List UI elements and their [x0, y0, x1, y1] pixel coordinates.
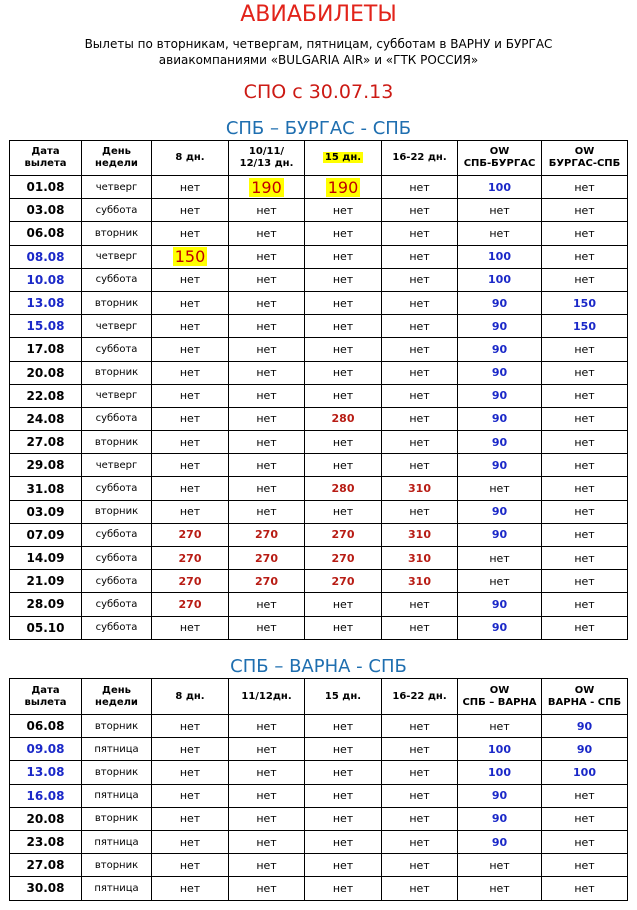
price-15-days: нет	[305, 199, 382, 222]
header-ow-outbound: OW СПБ – ВАРНА	[458, 679, 542, 715]
price-10-13-days: нет	[229, 500, 305, 523]
ow-return-price: 100	[542, 761, 628, 784]
ow-outbound-price: нет	[458, 877, 542, 900]
ow-outbound-price: 90	[458, 361, 542, 384]
header-date: Дата вылета	[10, 679, 82, 715]
ow-return-price: нет	[542, 593, 628, 616]
price-10-13-days: нет	[229, 338, 305, 361]
ow-outbound-price: 90	[458, 616, 542, 639]
date-cell: 21.09	[10, 570, 82, 593]
table-row	[10, 361, 628, 384]
date-cell: 14.09	[10, 547, 82, 570]
weekday-cell: суббота	[82, 523, 152, 546]
table-row	[10, 523, 628, 546]
date-cell: 06.08	[10, 222, 82, 245]
ow-outbound-price: 100	[458, 268, 542, 291]
date-cell: 22.08	[10, 384, 82, 407]
ow-outbound-price: 90	[458, 830, 542, 853]
weekday-cell: четверг	[82, 315, 152, 338]
price-10-13-days: нет	[229, 407, 305, 430]
price-8-days: нет	[152, 715, 229, 738]
price-16-22-days: нет	[382, 176, 458, 199]
price-8-days: нет	[152, 338, 229, 361]
weekday-cell: суббота	[82, 616, 152, 639]
price-15-days: нет	[305, 807, 382, 830]
ow-return-price: нет	[542, 245, 628, 268]
price-8-days: нет	[152, 222, 229, 245]
price-16-22-days: нет	[382, 407, 458, 430]
price-8-days: нет	[152, 616, 229, 639]
price-16-22-days: нет	[382, 315, 458, 338]
price-10-13-days: нет	[229, 761, 305, 784]
price-16-22-days: 310	[382, 570, 458, 593]
price-8-days: нет	[152, 807, 229, 830]
ow-return-price: нет	[542, 570, 628, 593]
ow-outbound-price: нет	[458, 570, 542, 593]
price-8-days: 150	[152, 245, 229, 268]
price-16-22-days: нет	[382, 384, 458, 407]
price-16-22-days: нет	[382, 361, 458, 384]
ow-outbound-price: 90	[458, 291, 542, 314]
price-15-days: нет	[305, 361, 382, 384]
date-cell: 27.08	[10, 854, 82, 877]
date-cell: 09.08	[10, 738, 82, 761]
header-date: Дата вылета	[10, 141, 82, 176]
price-8-days: нет	[152, 877, 229, 900]
date-cell: 15.08	[10, 315, 82, 338]
price-8-days: нет	[152, 407, 229, 430]
header-weekday: День недели	[82, 141, 152, 176]
price-10-13-days: нет	[229, 222, 305, 245]
weekday-cell: суббота	[82, 593, 152, 616]
table-row	[10, 291, 628, 314]
date-cell: 20.08	[10, 361, 82, 384]
ow-return-price: нет	[542, 361, 628, 384]
ow-outbound-price: 90	[458, 454, 542, 477]
page-title: АВИАБИЛЕТЫ	[240, 2, 397, 27]
date-cell: 03.08	[10, 199, 82, 222]
header-8-days: 8 дн.	[152, 679, 229, 715]
header-16-22-days: 16-22 дн.	[382, 679, 458, 715]
header-weekday: День недели	[82, 679, 152, 715]
weekday-cell: четверг	[82, 176, 152, 199]
weekday-cell: пятница	[82, 738, 152, 761]
price-8-days: 270	[152, 570, 229, 593]
ow-return-price: нет	[542, 807, 628, 830]
price-16-22-days: нет	[382, 830, 458, 853]
price-8-days: 270	[152, 593, 229, 616]
date-cell: 27.08	[10, 431, 82, 454]
ow-return-price: 90	[542, 738, 628, 761]
price-15-days: нет	[305, 784, 382, 807]
price-16-22-days: 310	[382, 477, 458, 500]
ow-return-price: нет	[542, 454, 628, 477]
weekday-cell: вторник	[82, 361, 152, 384]
price-15-days: нет	[305, 830, 382, 853]
date-cell: 01.08	[10, 176, 82, 199]
price-16-22-days: нет	[382, 738, 458, 761]
table-row	[10, 477, 628, 500]
price-10-13-days: нет	[229, 715, 305, 738]
date-cell: 29.08	[10, 454, 82, 477]
ow-return-price: нет	[542, 477, 628, 500]
price-15-days: нет	[305, 761, 382, 784]
varna-route-title: СПБ – ВАРНА - СПБ	[230, 656, 407, 677]
price-10-13-days: нет	[229, 477, 305, 500]
ow-outbound-price: 90	[458, 523, 542, 546]
weekday-cell: суббота	[82, 477, 152, 500]
header-10-13-days: 10/11/ 12/13 дн.	[229, 141, 305, 176]
price-15-days: нет	[305, 616, 382, 639]
table-row	[10, 807, 628, 830]
weekday-cell: вторник	[82, 854, 152, 877]
weekday-cell: суббота	[82, 338, 152, 361]
weekday-cell: вторник	[82, 291, 152, 314]
price-16-22-days: нет	[382, 807, 458, 830]
date-cell: 17.08	[10, 338, 82, 361]
price-8-days: нет	[152, 176, 229, 199]
price-10-13-days: нет	[229, 245, 305, 268]
price-8-days: нет	[152, 315, 229, 338]
ow-return-price: 150	[542, 291, 628, 314]
price-8-days: нет	[152, 761, 229, 784]
price-15-days: 190	[305, 176, 382, 199]
price-15-days: нет	[305, 738, 382, 761]
price-8-days: нет	[152, 830, 229, 853]
subtitle-line-2: авиакомпаниями «BULGARIA AIR» и «ГТК РОССИЯ»	[158, 53, 479, 67]
weekday-cell: суббота	[82, 268, 152, 291]
burgas-header-row	[10, 141, 628, 176]
price-8-days: нет	[152, 199, 229, 222]
weekday-cell: четверг	[82, 384, 152, 407]
ow-outbound-price: 100	[458, 738, 542, 761]
price-8-days: нет	[152, 500, 229, 523]
table-row	[10, 547, 628, 570]
price-10-13-days: нет	[229, 830, 305, 853]
ow-outbound-price: 100	[458, 761, 542, 784]
price-8-days: 270	[152, 523, 229, 546]
ow-outbound-price: 90	[458, 384, 542, 407]
date-cell: 06.08	[10, 715, 82, 738]
price-8-days: 270	[152, 547, 229, 570]
price-10-13-days: 270	[229, 547, 305, 570]
weekday-cell: пятница	[82, 784, 152, 807]
ow-return-price: нет	[542, 854, 628, 877]
table-row	[10, 384, 628, 407]
ow-outbound-price: 90	[458, 784, 542, 807]
table-row	[10, 315, 628, 338]
price-16-22-days: нет	[382, 454, 458, 477]
price-10-13-days: нет	[229, 877, 305, 900]
table-row	[10, 176, 628, 199]
ow-outbound-price: 100	[458, 176, 542, 199]
ow-outbound-price: 100	[458, 245, 542, 268]
date-cell: 08.08	[10, 245, 82, 268]
price-8-days: нет	[152, 431, 229, 454]
ow-return-price: нет	[542, 523, 628, 546]
table-row	[10, 222, 628, 245]
price-10-13-days: нет	[229, 361, 305, 384]
date-cell: 20.08	[10, 807, 82, 830]
header-11-12-days: 11/12дн.	[229, 679, 305, 715]
table-row	[10, 500, 628, 523]
header-ow-return: OW ВАРНА - СПБ	[542, 679, 628, 715]
date-cell: 03.09	[10, 500, 82, 523]
weekday-cell: четверг	[82, 245, 152, 268]
price-15-days: нет	[305, 315, 382, 338]
price-15-days: нет	[305, 431, 382, 454]
price-16-22-days: нет	[382, 268, 458, 291]
price-15-days: нет	[305, 268, 382, 291]
price-8-days: нет	[152, 291, 229, 314]
price-15-days: нет	[305, 500, 382, 523]
ow-return-price: нет	[542, 199, 628, 222]
price-16-22-days: 310	[382, 547, 458, 570]
table-row	[10, 431, 628, 454]
price-10-13-days: нет	[229, 291, 305, 314]
price-15-days: нет	[305, 715, 382, 738]
subtitle-line-1: Вылеты по вторникам, четвергам, пятницам, субботам в ВАРНУ и БУРГАС	[84, 37, 553, 51]
table-row	[10, 268, 628, 291]
price-15-days: нет	[305, 338, 382, 361]
price-10-13-days: нет	[229, 384, 305, 407]
price-10-13-days: нет	[229, 784, 305, 807]
table-row	[10, 245, 628, 268]
price-8-days: нет	[152, 361, 229, 384]
price-15-days: 270	[305, 523, 382, 546]
price-10-13-days: нет	[229, 738, 305, 761]
weekday-cell: вторник	[82, 431, 152, 454]
price-16-22-days: нет	[382, 784, 458, 807]
weekday-cell: суббота	[82, 199, 152, 222]
date-cell: 13.08	[10, 761, 82, 784]
price-10-13-days: 270	[229, 523, 305, 546]
table-row	[10, 830, 628, 853]
price-10-13-days: нет	[229, 454, 305, 477]
price-15-days: нет	[305, 877, 382, 900]
price-16-22-days: нет	[382, 222, 458, 245]
weekday-cell: пятница	[82, 830, 152, 853]
burgas-route-title: СПБ – БУРГАС - СПБ	[225, 118, 412, 139]
date-cell: 05.10	[10, 616, 82, 639]
ow-return-price: нет	[542, 338, 628, 361]
price-10-13-days: 190	[229, 176, 305, 199]
price-8-days: нет	[152, 477, 229, 500]
price-10-13-days: нет	[229, 315, 305, 338]
price-10-13-days: нет	[229, 854, 305, 877]
ow-return-price: нет	[542, 384, 628, 407]
ow-return-price: нет	[542, 500, 628, 523]
ow-outbound-price: 90	[458, 338, 542, 361]
table-row	[10, 877, 628, 900]
price-8-days: нет	[152, 738, 229, 761]
ow-return-price: нет	[542, 616, 628, 639]
table-row	[10, 199, 628, 222]
table-row	[10, 407, 628, 430]
header-8-days: 8 дн.	[152, 141, 229, 176]
table-row	[10, 593, 628, 616]
weekday-cell: суббота	[82, 407, 152, 430]
price-8-days: нет	[152, 784, 229, 807]
ow-return-price: нет	[542, 431, 628, 454]
price-15-days: 270	[305, 570, 382, 593]
date-cell: 30.08	[10, 877, 82, 900]
table-row	[10, 454, 628, 477]
weekday-cell: вторник	[82, 761, 152, 784]
price-16-22-days: нет	[382, 616, 458, 639]
ow-return-price: нет	[542, 547, 628, 570]
header-15-days: 15 дн.	[305, 679, 382, 715]
price-10-13-days: 270	[229, 570, 305, 593]
price-15-days: нет	[305, 593, 382, 616]
price-8-days: нет	[152, 384, 229, 407]
ow-return-price: нет	[542, 830, 628, 853]
ow-outbound-price: нет	[458, 477, 542, 500]
price-16-22-days: нет	[382, 245, 458, 268]
weekday-cell: пятница	[82, 877, 152, 900]
price-15-days: нет	[305, 454, 382, 477]
date-cell: 24.08	[10, 407, 82, 430]
ow-outbound-price: нет	[458, 199, 542, 222]
price-15-days: 270	[305, 547, 382, 570]
table-row	[10, 738, 628, 761]
ow-outbound-price: 90	[458, 500, 542, 523]
ow-return-price: нет	[542, 877, 628, 900]
price-10-13-days: нет	[229, 268, 305, 291]
table-row	[10, 715, 628, 738]
price-16-22-days: нет	[382, 854, 458, 877]
price-16-22-days: 310	[382, 523, 458, 546]
weekday-cell: вторник	[82, 222, 152, 245]
price-16-22-days: нет	[382, 338, 458, 361]
weekday-cell: вторник	[82, 500, 152, 523]
varna-header-row	[10, 679, 628, 715]
ow-outbound-price: нет	[458, 854, 542, 877]
header-ow-outbound: OW СПБ-БУРГАС	[458, 141, 542, 176]
price-16-22-days: нет	[382, 877, 458, 900]
ow-return-price: нет	[542, 784, 628, 807]
date-cell: 10.08	[10, 268, 82, 291]
date-cell: 07.09	[10, 523, 82, 546]
ow-return-price: нет	[542, 268, 628, 291]
price-10-13-days: нет	[229, 807, 305, 830]
price-10-13-days: нет	[229, 593, 305, 616]
price-16-22-days: нет	[382, 431, 458, 454]
ow-return-price: нет	[542, 176, 628, 199]
date-cell: 23.08	[10, 830, 82, 853]
ow-outbound-price: 90	[458, 807, 542, 830]
ow-outbound-price: нет	[458, 547, 542, 570]
weekday-cell: суббота	[82, 547, 152, 570]
weekday-cell: четверг	[82, 454, 152, 477]
ow-outbound-price: нет	[458, 715, 542, 738]
table-row	[10, 570, 628, 593]
ow-outbound-price: 90	[458, 407, 542, 430]
ow-outbound-price: 90	[458, 431, 542, 454]
weekday-cell: вторник	[82, 807, 152, 830]
date-cell: 16.08	[10, 784, 82, 807]
table-row	[10, 854, 628, 877]
price-15-days: нет	[305, 384, 382, 407]
price-16-22-days: нет	[382, 761, 458, 784]
ow-outbound-price: 90	[458, 593, 542, 616]
price-10-13-days: нет	[229, 616, 305, 639]
price-15-days: нет	[305, 854, 382, 877]
table-row	[10, 616, 628, 639]
price-15-days: 280	[305, 477, 382, 500]
price-16-22-days: нет	[382, 199, 458, 222]
burgas-table	[9, 140, 628, 640]
price-16-22-days: нет	[382, 500, 458, 523]
date-cell: 28.09	[10, 593, 82, 616]
table-row	[10, 338, 628, 361]
ow-outbound-price: нет	[458, 222, 542, 245]
price-16-22-days: нет	[382, 593, 458, 616]
price-16-22-days: нет	[382, 715, 458, 738]
table-row	[10, 761, 628, 784]
price-8-days: нет	[152, 454, 229, 477]
price-15-days: 280	[305, 407, 382, 430]
ow-return-price: 150	[542, 315, 628, 338]
price-10-13-days: нет	[229, 431, 305, 454]
header-16-22-days: 16-22 дн.	[382, 141, 458, 176]
ow-return-price: нет	[542, 222, 628, 245]
price-16-22-days: нет	[382, 291, 458, 314]
ow-return-price: 90	[542, 715, 628, 738]
spo-date: СПО с 30.07.13	[243, 81, 394, 103]
price-15-days: нет	[305, 291, 382, 314]
price-15-days: нет	[305, 245, 382, 268]
weekday-cell: суббота	[82, 570, 152, 593]
header-15-days: 15 дн.	[305, 141, 382, 176]
varna-table	[9, 678, 628, 901]
date-cell: 13.08	[10, 291, 82, 314]
price-8-days: нет	[152, 268, 229, 291]
date-cell: 31.08	[10, 477, 82, 500]
price-8-days: нет	[152, 854, 229, 877]
price-10-13-days: нет	[229, 199, 305, 222]
table-row	[10, 784, 628, 807]
price-15-days: нет	[305, 222, 382, 245]
ow-outbound-price: 90	[458, 315, 542, 338]
ow-return-price: нет	[542, 407, 628, 430]
header-ow-return: OW БУРГАС-СПБ	[542, 141, 628, 176]
weekday-cell: вторник	[82, 715, 152, 738]
